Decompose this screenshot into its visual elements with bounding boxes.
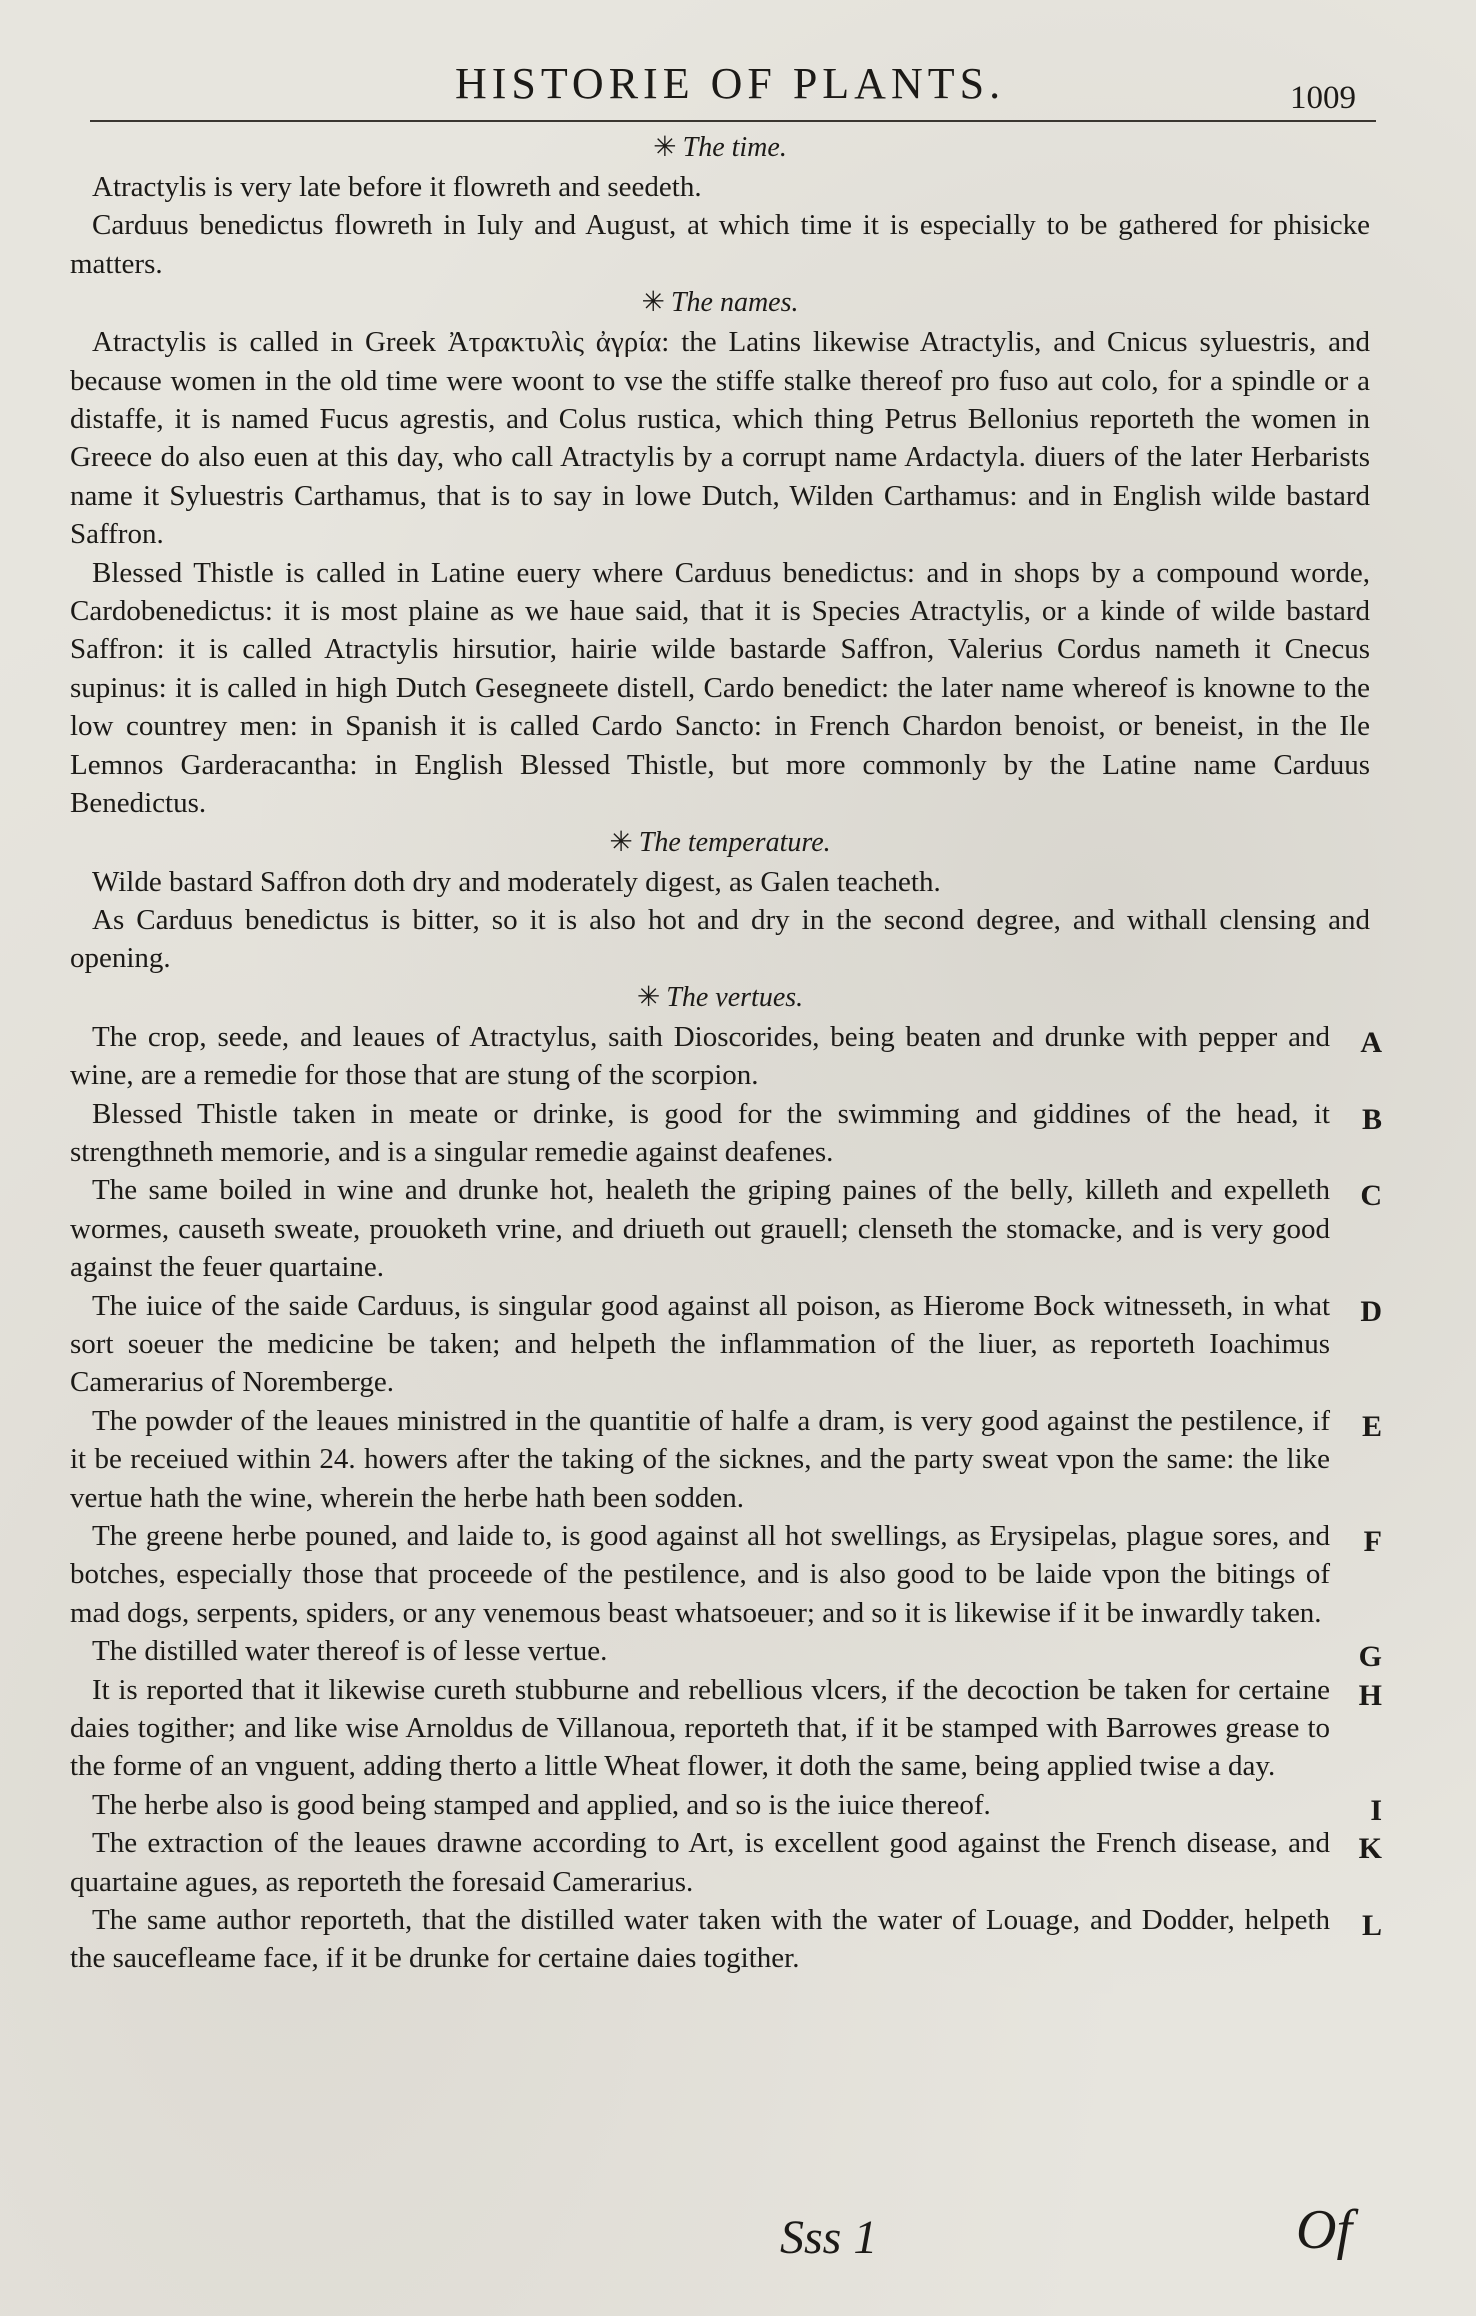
section-heading-text: The vertues. [666, 981, 804, 1013]
paragraph [70, 168, 1370, 206]
section-heading [70, 285, 1370, 321]
section-heading-text: The time. [682, 132, 787, 163]
paragraph-text: The same author reporteth, that the distilled water taken with the water of Louage, and Dodder, helpeth the saucefleame face, if it be drunke for certaine daies togither. [70, 1904, 1330, 1975]
asterism-icon: ✳ [641, 287, 665, 319]
header-rule [90, 120, 1376, 122]
paragraph [70, 1095, 1382, 1172]
margin-letter: B [1361, 1102, 1382, 1136]
paragraph [70, 1901, 1382, 1978]
margin-letter: C [1360, 1179, 1382, 1213]
paragraph [70, 901, 1370, 978]
asterism-icon: ✳ [636, 981, 661, 1013]
margin-letter: K [1358, 1832, 1382, 1866]
page-footer [0, 2199, 1476, 2290]
section-heading-text: The temperature. [638, 826, 831, 858]
section-heading-text: The names. [670, 287, 799, 319]
paragraph-text: Atractylis is very late before it flowreth and seedeth. [92, 171, 702, 203]
paragraph [70, 1287, 1382, 1402]
paragraph [70, 323, 1370, 553]
paragraph-text: It is reported that it likewise cureth stubburne and rebellious vlcers, if the decoction be taken for certaine daies togither; and like wise Arnoldus de Villanoua, reporteth that, if it be stamped with Barrowes grease to the forme of an vnguent, adding therto a little Wheat flower, it doth the same, being applied twise a day. [70, 1673, 1330, 1783]
catchword: Of [1296, 2199, 1352, 2261]
margin-letter: E [1361, 1409, 1382, 1443]
page-number: 1009 [1290, 80, 1356, 116]
section-heading [70, 825, 1370, 861]
paragraph-text: The same boiled in wine and drunke hot, healeth the griping paines of the belly, killeth and expelleth wormes, causeth sweate, prouoketh vrine, and driueth out grauell; clenseth the stomacke, and is very good against the feuer quartaine. [70, 1174, 1330, 1284]
paragraph [70, 1786, 1382, 1827]
body-text [70, 128, 1382, 1978]
paragraph [70, 1018, 1382, 1095]
paragraph [70, 863, 1370, 901]
paragraph-text: The greene herbe pouned, and laide to, is good against all hot swellings, as Erysipelas, plague sores, and botches, especially those that proceede of the pestilence, and is also good to be laide vpon the bitings of mad dogs, serpents, spiders, or any venemous beast whatsoeuer; and so it is likewise if it be inwardly taken. [70, 1520, 1330, 1629]
paragraph-text: The distilled water thereof is of lesse vertue. [92, 1635, 608, 1668]
paragraph-text: As Carduus benedictus is bitter, so it is also hot and dry in the second degree, and withall clensing and opening. [70, 903, 1370, 975]
margin-letter: F [1363, 1525, 1382, 1558]
paragraph [70, 206, 1370, 283]
asterism-icon: ✳ [653, 132, 677, 163]
running-title: HISTORIE OF PLANTS. [454, 59, 1006, 108]
paragraph-text: Wilde bastard Saffron doth dry and moderately digest, as Galen teacheth. [92, 865, 941, 898]
paragraph-text: Blessed Thistle taken in meate or drinke, is good for the swimming and giddines of the head, it strengthneth memorie, and is a singular remedie against deafenes. [70, 1097, 1330, 1168]
paragraph [70, 554, 1370, 823]
paragraph-text: Carduus benedictus flowreth in Iuly and August, at which time it is especially to be gathered for phisicke matters. [70, 209, 1370, 280]
paragraph-text: The crop, seede, and leaues of Atractylus, saith Dioscorides, being beaten and drunke with pepper and wine, are a remedie for those that are stung of the scorpion. [70, 1020, 1330, 1092]
signature-mark: Sss 1 [780, 2211, 878, 2264]
margin-letter: G [1358, 1640, 1382, 1674]
paragraph-text: The herbe also is good being stamped and applied, and so is the iuice thereof. [92, 1788, 991, 1821]
margin-letter: H [1358, 1678, 1382, 1712]
paragraph-text: Atractylis is called in Greek Ἀτρακτυλὶς ἀγρία: the Latins likewise Atractylis, and Cnicus syluestris, and because women in the old time were woont to vse the stiffe stalke thereof pro fuso aut colo, for a spindle or a distaffe, it is named Fucus agrestis, and Colus rustica, which thing Petrus Bellonius reporteth the women in Greece do also euen at this day, who call Atractylis by a corrupt name Ardactyla. diuers of the later Herbarists name it Syluestris Carthamus, that is to say in lowe Dutch, Wilden Carthamus: and in English wilde bastard Saffron. [70, 326, 1370, 551]
paragraph-text: Blessed Thistle is called in Latine euery where Carduus benedictus: and in shops by a compound worde, Cardobenedictus: it is most plaine as we haue said, that it is Species Atractylis, or a kinde of wilde bastard Saffron: it is called Atractylis hirsutior, hairie wilde bastarde Saffron, Valerius Cordus nameth it Cnecus supinus: it is called in high Dutch Gesegneete distell, Cardo benedict: the later name whereof is knowne to the low countrey men: in Spanish it is called Cardo Sancto: in French Chardon benoist, or beneist, in the Ile Lemnos Garderacantha: in English Blessed Thistle, but more commonly by the Latine name Carduus Benedictus. [70, 556, 1370, 820]
section-heading [70, 980, 1370, 1016]
paragraph [70, 1671, 1382, 1786]
paragraph [70, 1824, 1382, 1901]
margin-letter: A [1360, 1025, 1382, 1059]
section-heading [70, 130, 1370, 166]
page-header [0, 58, 1476, 118]
paragraph [70, 1632, 1382, 1674]
margin-letter: I [1370, 1793, 1382, 1827]
paragraph [70, 1171, 1382, 1286]
paragraph [70, 1517, 1382, 1632]
margin-letter: D [1360, 1294, 1382, 1328]
margin-letter: L [1361, 1909, 1382, 1943]
paragraph-text: The powder of the leaues ministred in the quantitie of halfe a dram, is very good against the pestilence, if it be receiued within 24. howers after the taking of the sicknes, and the party sweat vpon the same: the like vertue hath the wine, wherein the herbe hath been sodden. [70, 1404, 1330, 1514]
asterism-icon: ✳ [609, 826, 633, 858]
paragraph-text: The extraction of the leaues drawne according to Art, is excellent good against the French disease, and quartaine agues, as reporteth the foresaid Camerarius. [70, 1827, 1330, 1898]
paragraph [70, 1402, 1382, 1517]
paragraph-text: The iuice of the saide Carduus, is singular good against all poison, as Hierome Bock witnesseth, in what sort soeuer the medicine be taken; and helpeth the inflammation of the liuer, as reporteth Ioachimus Camerarius of Noremberge. [70, 1289, 1330, 1399]
